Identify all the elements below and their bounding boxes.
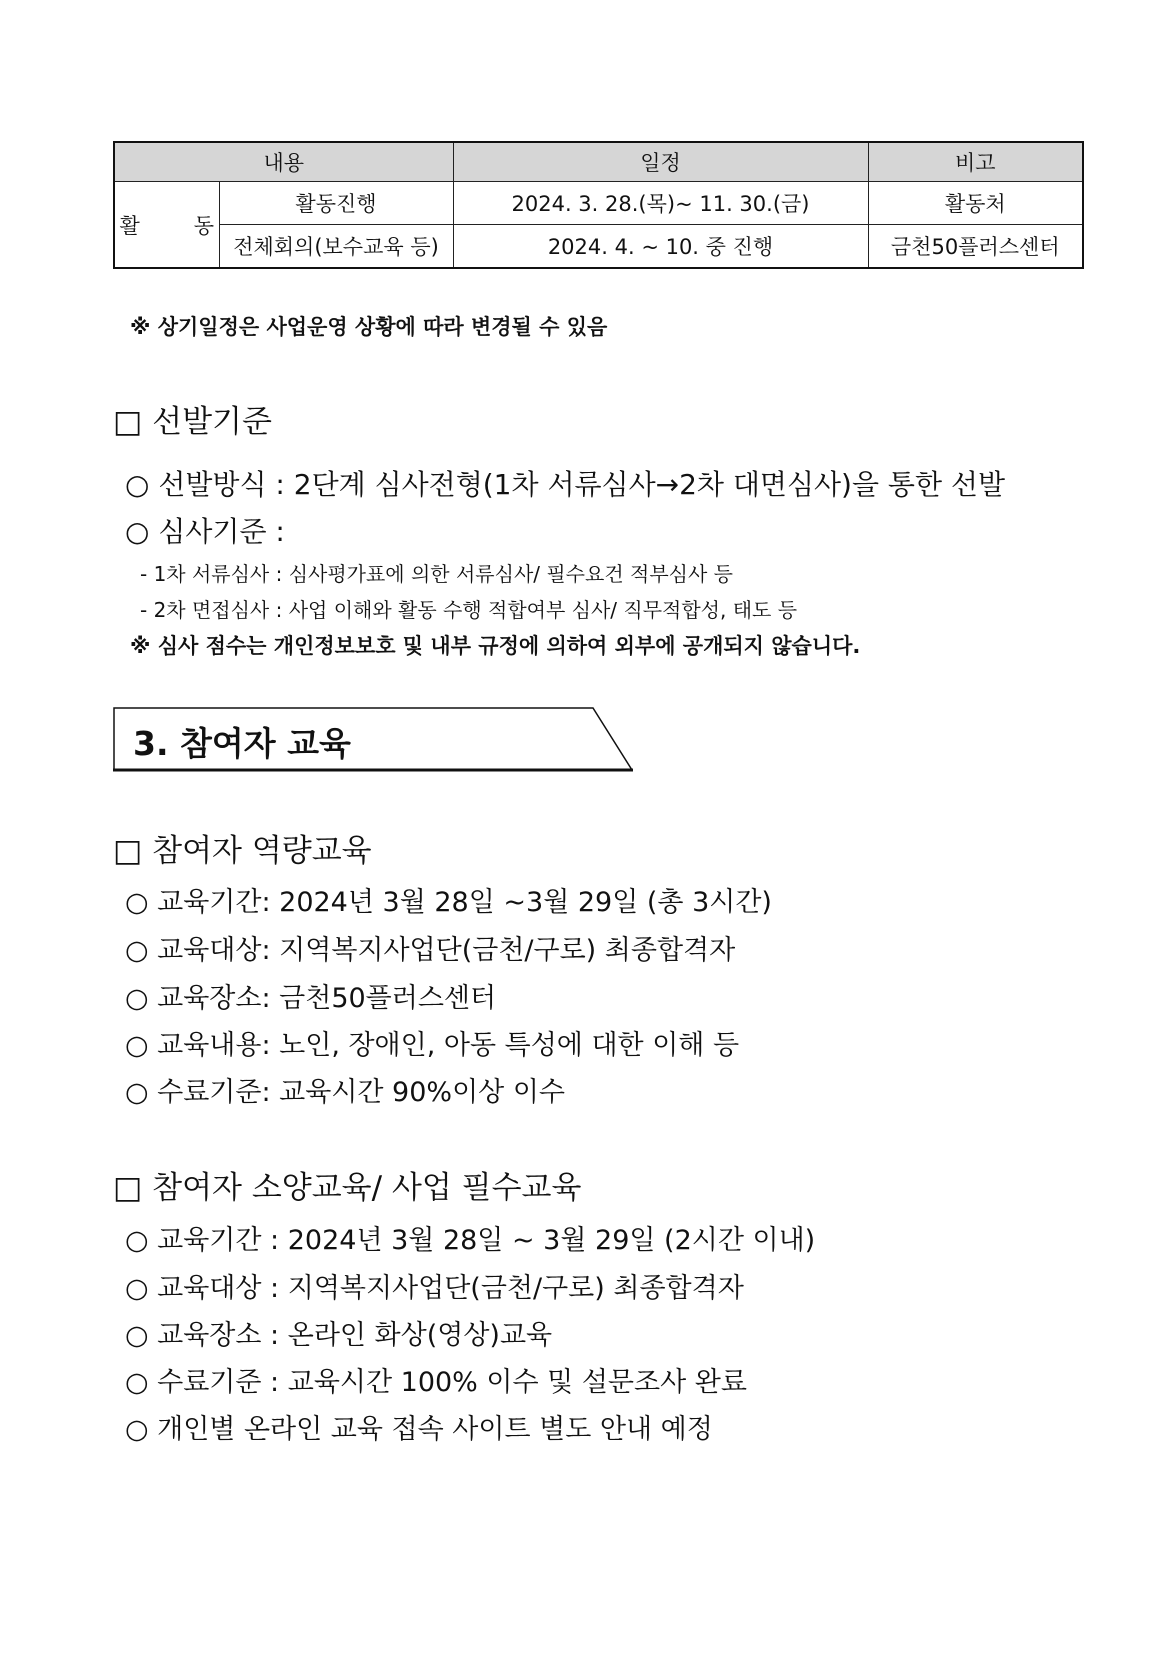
row-item: 활동진행 bbox=[219, 182, 453, 225]
header-schedule: 일정 bbox=[453, 142, 868, 182]
section-title: 3. 참여자 교육 bbox=[133, 724, 351, 763]
liberal-heading: □ 참여자 소양교육/ 사업 필수교육 bbox=[113, 1170, 582, 1206]
header-content: 내용 bbox=[114, 142, 453, 182]
group-label-activity bbox=[114, 182, 219, 269]
selection-criteria: ○ 심사기준 : bbox=[125, 515, 285, 548]
selection-method: ○ 선발방식 : 2단계 심사전형(1차 서류심사→2차 대면심사)을 통한 선발 bbox=[125, 468, 1006, 501]
selection-heading: □ 선발기준 bbox=[113, 404, 272, 440]
group-label-second: 동 bbox=[193, 213, 215, 238]
row-note: 활동처 bbox=[868, 182, 1083, 225]
liberal-site-notice: ○ 개인별 온라인 교육 접속 사이트 별도 안내 예정 bbox=[125, 1414, 713, 1445]
liberal-location: ○ 교육장소 : 온라인 화상(영상)교육 bbox=[125, 1320, 553, 1351]
liberal-target: ○ 교육대상 : 지역복지사업단(금천/구로) 최종합격자 bbox=[125, 1273, 744, 1304]
competency-heading: □ 참여자 역량교육 bbox=[113, 833, 372, 869]
row-date: 2024. 4. ~ 10. 중 진행 bbox=[453, 225, 868, 269]
table-row bbox=[114, 225, 1083, 269]
competency-content: ○ 교육내용: 노인, 장애인, 아동 특성에 대한 이해 등 bbox=[125, 1030, 740, 1061]
schedule-header-row bbox=[114, 142, 1083, 182]
table-row bbox=[114, 182, 1083, 225]
row-item: 전체회의(보수교육 등) bbox=[219, 225, 453, 269]
liberal-completion: ○ 수료기준 : 교육시간 100% 이수 및 설문조사 완료 bbox=[125, 1367, 747, 1398]
score-disclosure-note: ※ 심사 점수는 개인정보보호 및 내부 규정에 의하여 외부에 공개되지 않습니다. bbox=[130, 634, 861, 658]
schedule-table bbox=[113, 141, 1084, 269]
competency-location: ○ 교육장소: 금천50플러스센터 bbox=[125, 983, 497, 1014]
liberal-period: ○ 교육기간 : 2024년 3월 28일 ~ 3월 29일 (2시간 이내) bbox=[125, 1225, 816, 1256]
competency-completion: ○ 수료기준: 교육시간 90%이상 이수 bbox=[125, 1077, 565, 1108]
group-label-first: 활 bbox=[119, 213, 140, 238]
criteria-first-round: - 1차 서류심사 : 심사평가표에 의한 서류심사/ 필수요건 적부심사 등 bbox=[140, 562, 733, 586]
competency-period: ○ 교육기간: 2024년 3월 28일 ~3월 29일 (총 3시간) bbox=[125, 887, 772, 918]
row-note: 금천50플러스센터 bbox=[868, 225, 1083, 269]
section-banner bbox=[113, 707, 633, 772]
criteria-second-round: - 2차 면접심사 : 사업 이해와 활동 수행 적합여부 심사/ 직무적합성, 태도 등 bbox=[140, 598, 798, 622]
header-remarks: 비고 bbox=[868, 142, 1083, 182]
schedule-change-note: ※ 상기일정은 사업운영 상황에 따라 변경될 수 있음 bbox=[130, 315, 608, 339]
row-date: 2024. 3. 28.(목)~ 11. 30.(금) bbox=[453, 182, 868, 225]
competency-target: ○ 교육대상: 지역복지사업단(금천/구로) 최종합격자 bbox=[125, 935, 736, 966]
